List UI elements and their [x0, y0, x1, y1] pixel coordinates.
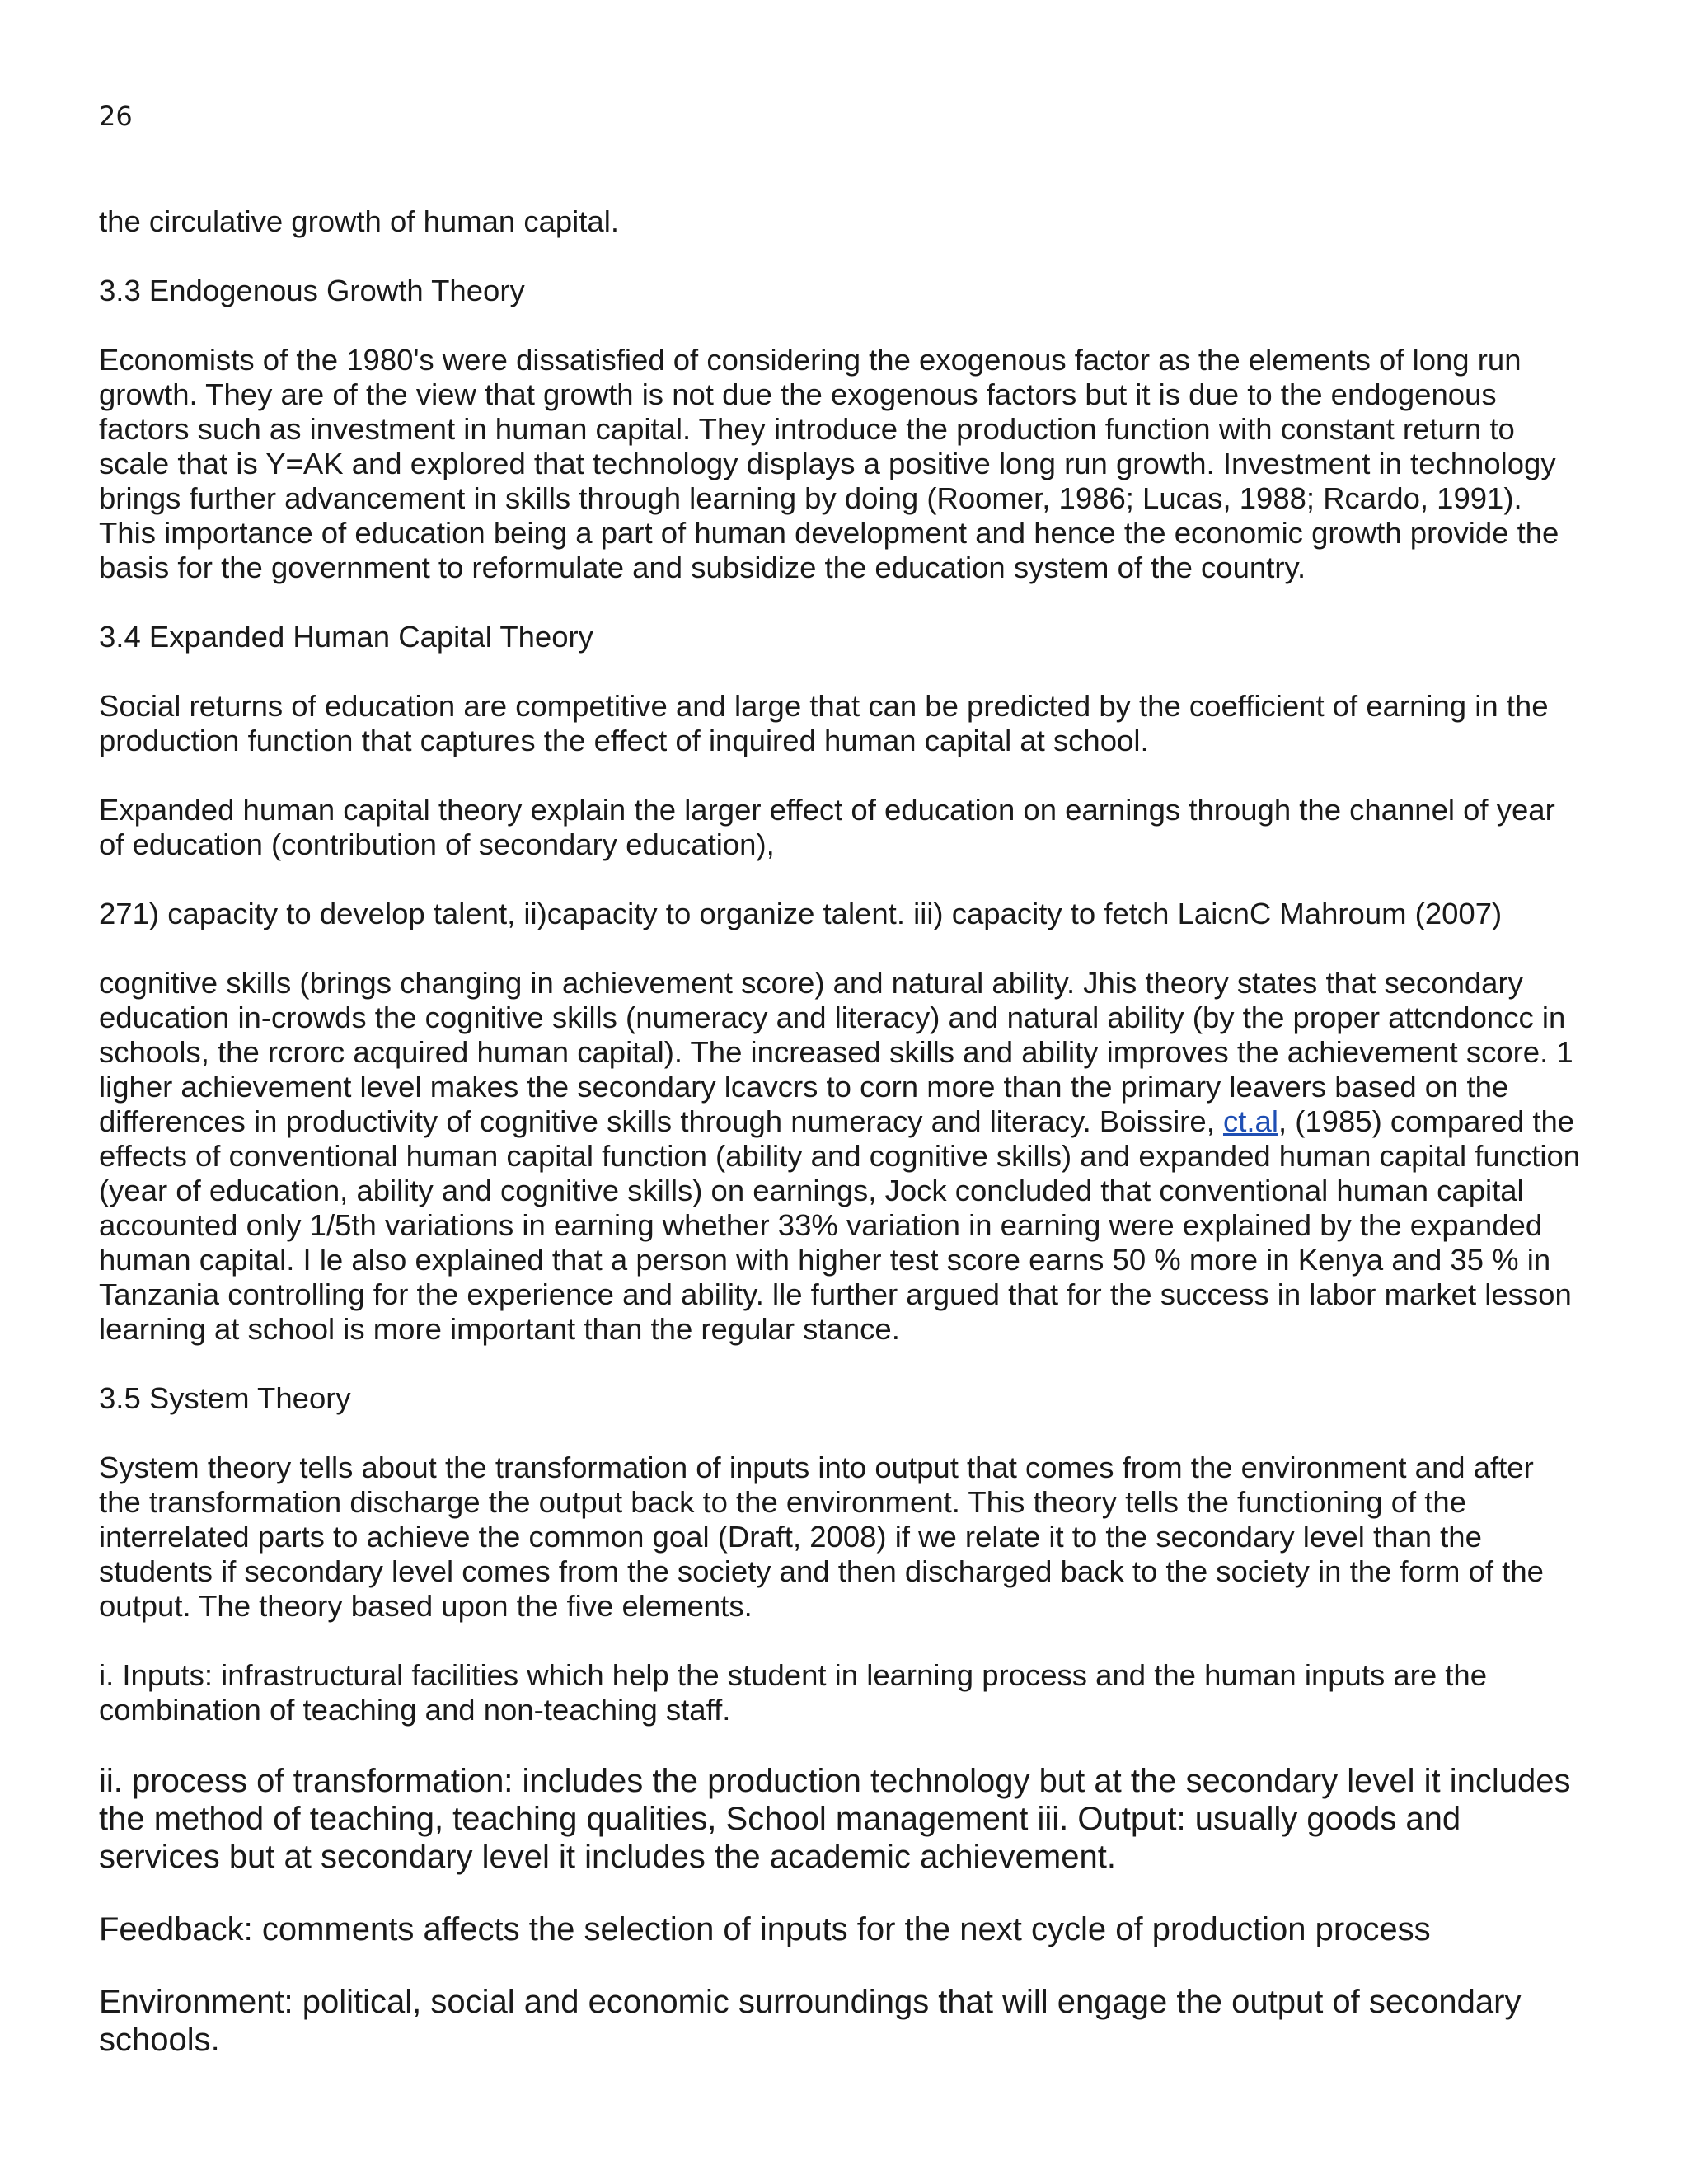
intro-line: the circulative growth of human capital. [99, 204, 619, 238]
paragraph-social-returns: Social returns of education are competitive and large that can be predicted by the coefficient of earning in the production function that captures the effect of inquired human capital at school. [99, 689, 1549, 757]
page-body [99, 204, 1582, 2059]
citation-link[interactable]: ct.al [1222, 1104, 1278, 1138]
page-number: 26 [99, 101, 133, 132]
paragraph-inputs: i. Inputs: infrastructural facilities which help the student in learning process and the human inputs are the combination of teaching and non-teaching staff. [99, 1658, 1488, 1727]
paragraph-cognitive-skills-part2: , (1985) compared the effects of conventional human capital function (ability and cognitive skills) and expanded human capital function (year of education, ability and cognitive skills) on earnings, Jock concluded that conventional human capital accounted only 1/5th variations in earning whether 33% variation in earning were explained by the expanded human capital. I le also explained that a person with higher test score earns 50 % more in Kenya and 35 % in Tanzania controlling for the experience and ability. lle further argued that for the success in labor market lesson learning at school is more important than the regular stance. [99, 1104, 1581, 1346]
paragraph-environment: Environment: political, social and economic surroundings that will engage the output of secondary schools. [99, 1984, 1522, 2058]
paragraph-system-theory: System theory tells about the transformation of inputs into output that comes from the environment and after the transformation discharge the output back to the environment. This theory tells the functioning of the interrelated parts to achieve the common goal (Draft, 2008) if we relate it to the secondary level than the students if secondary level comes from the society and then discharged back to the society in the form of the output. The theory based upon the five elements. [99, 1451, 1544, 1623]
paragraph-cognitive-skills-part1: cognitive skills (brings changing in achievement score) and natural ability. Jhis theory states that secondary education in-crowds the cognitive skills (numeracy and literacy) and natural ability (by the proper attcndoncc in schools, the rcrorc acquired human capital). The increased skills and ability improves the achievement score. 1 ligher achievement level makes the secondary lcavcrs to corn more than the primary leavers based on the differences in productivity of cognitive skills through numeracy and literacy. Boissire, [99, 966, 1573, 1138]
paragraph-endogenous-growth: Economists of the 1980's were dissatisfied of considering the exogenous factor as the elements of long run growth. They are of the view that growth is not due the exogenous factors but it is due to the endogenous factors such as investment in human capital. They introduce the production function with constant return to scale that is Y=AK and explored that technology displays a positive long run growth. Investment in technology brings further advancement in skills through learning by doing (Roomer, 1986; Lucas, 1988; Rcardo, 1991). This importance of education being a part of human development and hence the economic growth provide the basis for the government to reformulate and subsidize the education system of the country. [99, 343, 1559, 584]
section-heading-3-5: 3.5 System Theory [99, 1381, 351, 1415]
paragraph-feedback: Feedback: comments affects the selection of inputs for the next cycle of production process [99, 1911, 1431, 1947]
paragraph-process: ii. process of transformation: includes the production technology but at the secondary level it includes the method of teaching, teaching qualities, School management iii. Output: usually goods and services but at secondary level it includes the academic achievement. [99, 1763, 1571, 1875]
paragraph-capacities: 271) capacity to develop talent, ii)capacity to organize talent. iii) capacity to fetch LaicnC Mahroum (2007) [99, 897, 1503, 930]
section-heading-3-3: 3.3 Endogenous Growth Theory [99, 274, 525, 307]
paragraph-cognitive-skills [99, 966, 1582, 1347]
paragraph-expanded-theory: Expanded human capital theory explain the larger effect of education on earnings through the channel of year of education (contribution of secondary education), [99, 793, 1555, 861]
section-heading-3-4: 3.4 Expanded Human Capital Theory [99, 620, 593, 654]
